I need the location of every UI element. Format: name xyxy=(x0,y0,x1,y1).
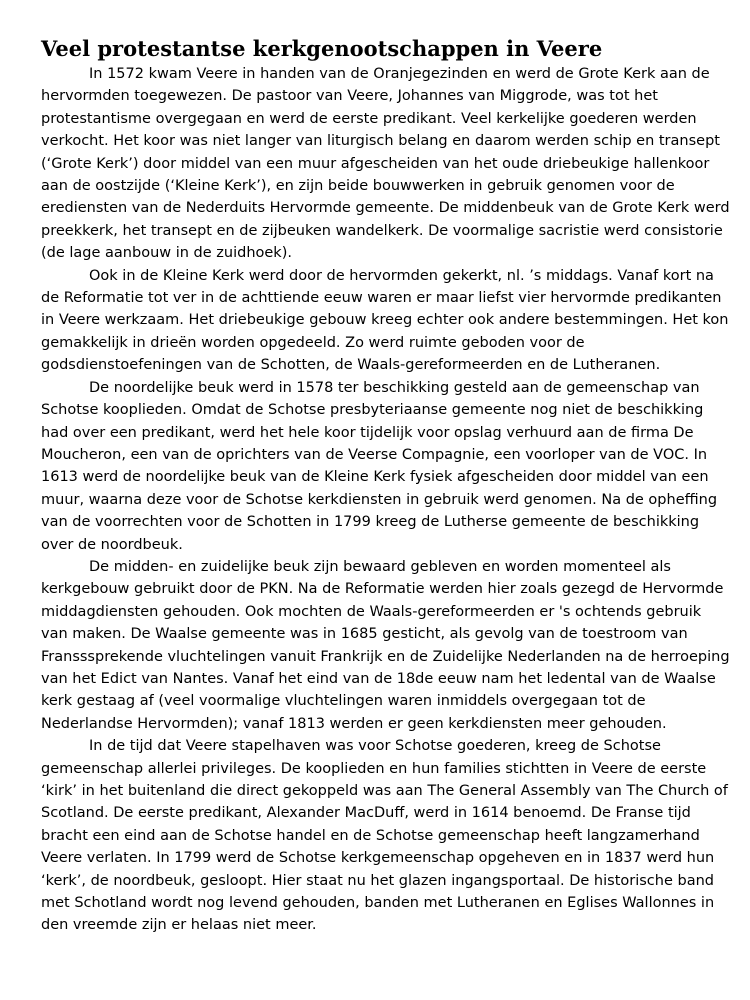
paragraph-1: In 1572 kwam Veere in handen van de Oranjegezinden en werd de Grote Kerk aan de hervormden toegewezen. De pastoor van Veere, Johannes van Miggrode, was tot het protestantisme overgegaan en werd de eerste predikant. Veel kerkelijke goederen werden verkocht. Het koor was niet langer van liturgisch belang en daarom werden schip en transept (‘Grote Kerk’) door middel van een muur afgescheiden van het oude driebeukige hallenkoor aan de oostzijde (‘Kleine Kerk’), en zijn beide bouwwerken in gebruik genomen voor de erediensten van de Nederduits Hervormde gemeente. De middenbeuk van de Grote Kerk werd preekkerk, het transept en de zijbeuken wandelkerk. De voormalige sacristie werd consistorie (de lage aanbouw in de zuidhoek). xyxy=(41,66,730,262)
paragraph-2: Ook in de Kleine Kerk werd door de hervormden gekerkt, nl. ’s middags. Vanaf kort na de Reformatie tot ver in de achttiende eeuw waren er maar liefst vier hervormde predikanten in Veere werkzaam. Het driebeukige gebouw kreeg echter ook andere bestemmingen. Het kon gemakkelijk in drieën worden opgedeeld. Zo werd ruimte geboden voor de godsdienstoefeningen van de Schotten, de Waals-gereformeerden en de Lutheranen. xyxy=(41,267,729,374)
paragraph-3: De noordelijke beuk werd in 1578 ter beschikking gesteld aan de gemeenschap van Schotse kooplieden. Omdat de Schotse presbyteriaanse gemeente nog niet de beschikking had over een predikant, werd het hele koor tijdelijk voor opslag verhuurd aan de firma De Moucheron, een van de oprichters van de Veerse Compagnie, een voorloper van de VOC. In 1613 werd de noordelijke beuk van de Kleine Kerk fysiek afgescheiden door middel van een muur, waarna deze voor de Schotse kerkdiensten in gebruik werd genomen. Na de opheffing van de voorrechten voor de Schotten in 1799 kreeg de Lutherse gemeente de beschikking over de noordbeuk. xyxy=(41,379,718,553)
document-page xyxy=(41,36,731,937)
paragraph-4: De midden- en zuidelijke beuk zijn bewaard gebleven en worden momenteel als kerkgebouw gebruikt door de PKN. Na de Reformatie werden hier zoals gezegd de Hervormde middagdiensten gehouden. Ook mochten de Waals-gereformeerden er 's ochtends gebruik van maken. De Waalse gemeente was in 1685 gesticht, als gevolg van de toestroom van Fransssprekende vluchtelingen vanuit Frankrijk en de Zuidelijke Nederlanden na de herroeping van het Edict van Nantes. Vanaf het eind van de 18de eeuw nam het ledental van de Waalse kerk gestaag af (veel voormalige vluchtelingen waren inmiddels overgegaan tot de Nederlandse Hervormden); vanaf 1813 werden er geen kerkdiensten meer gehouden. xyxy=(41,558,730,732)
document-heading: Veel protestantse kerkgenootschappen in Veere xyxy=(41,36,603,61)
paragraph-5: In de tijd dat Veere stapelhaven was voor Schotse goederen, kreeg de Schotse gemeenschap allerlei privileges. De kooplieden en hun families stichtten in Veere de eerste ‘kirk’ in het buitenland die direct gekoppeld was aan The General Assembly van The Church of Scotland. De eerste predikant, Alexander MacDuff, werd in 1614 benoemd. De Franse tijd bracht een eind aan de Schotse handel en de Schotse gemeenschap heeft langzamerhand Veere verlaten. In 1799 werd de Schotse kerkgemeenschap opgeheven en in 1837 werd hun ‘kerk’, de noordbeuk, gesloopt. Hier staat nu het glazen ingangsportaal. De historische band met Schotland wordt nog levend gehouden, banden met Lutheranen en Eglises Wallonnes in den vreemde zijn er helaas niet meer. xyxy=(41,738,728,934)
